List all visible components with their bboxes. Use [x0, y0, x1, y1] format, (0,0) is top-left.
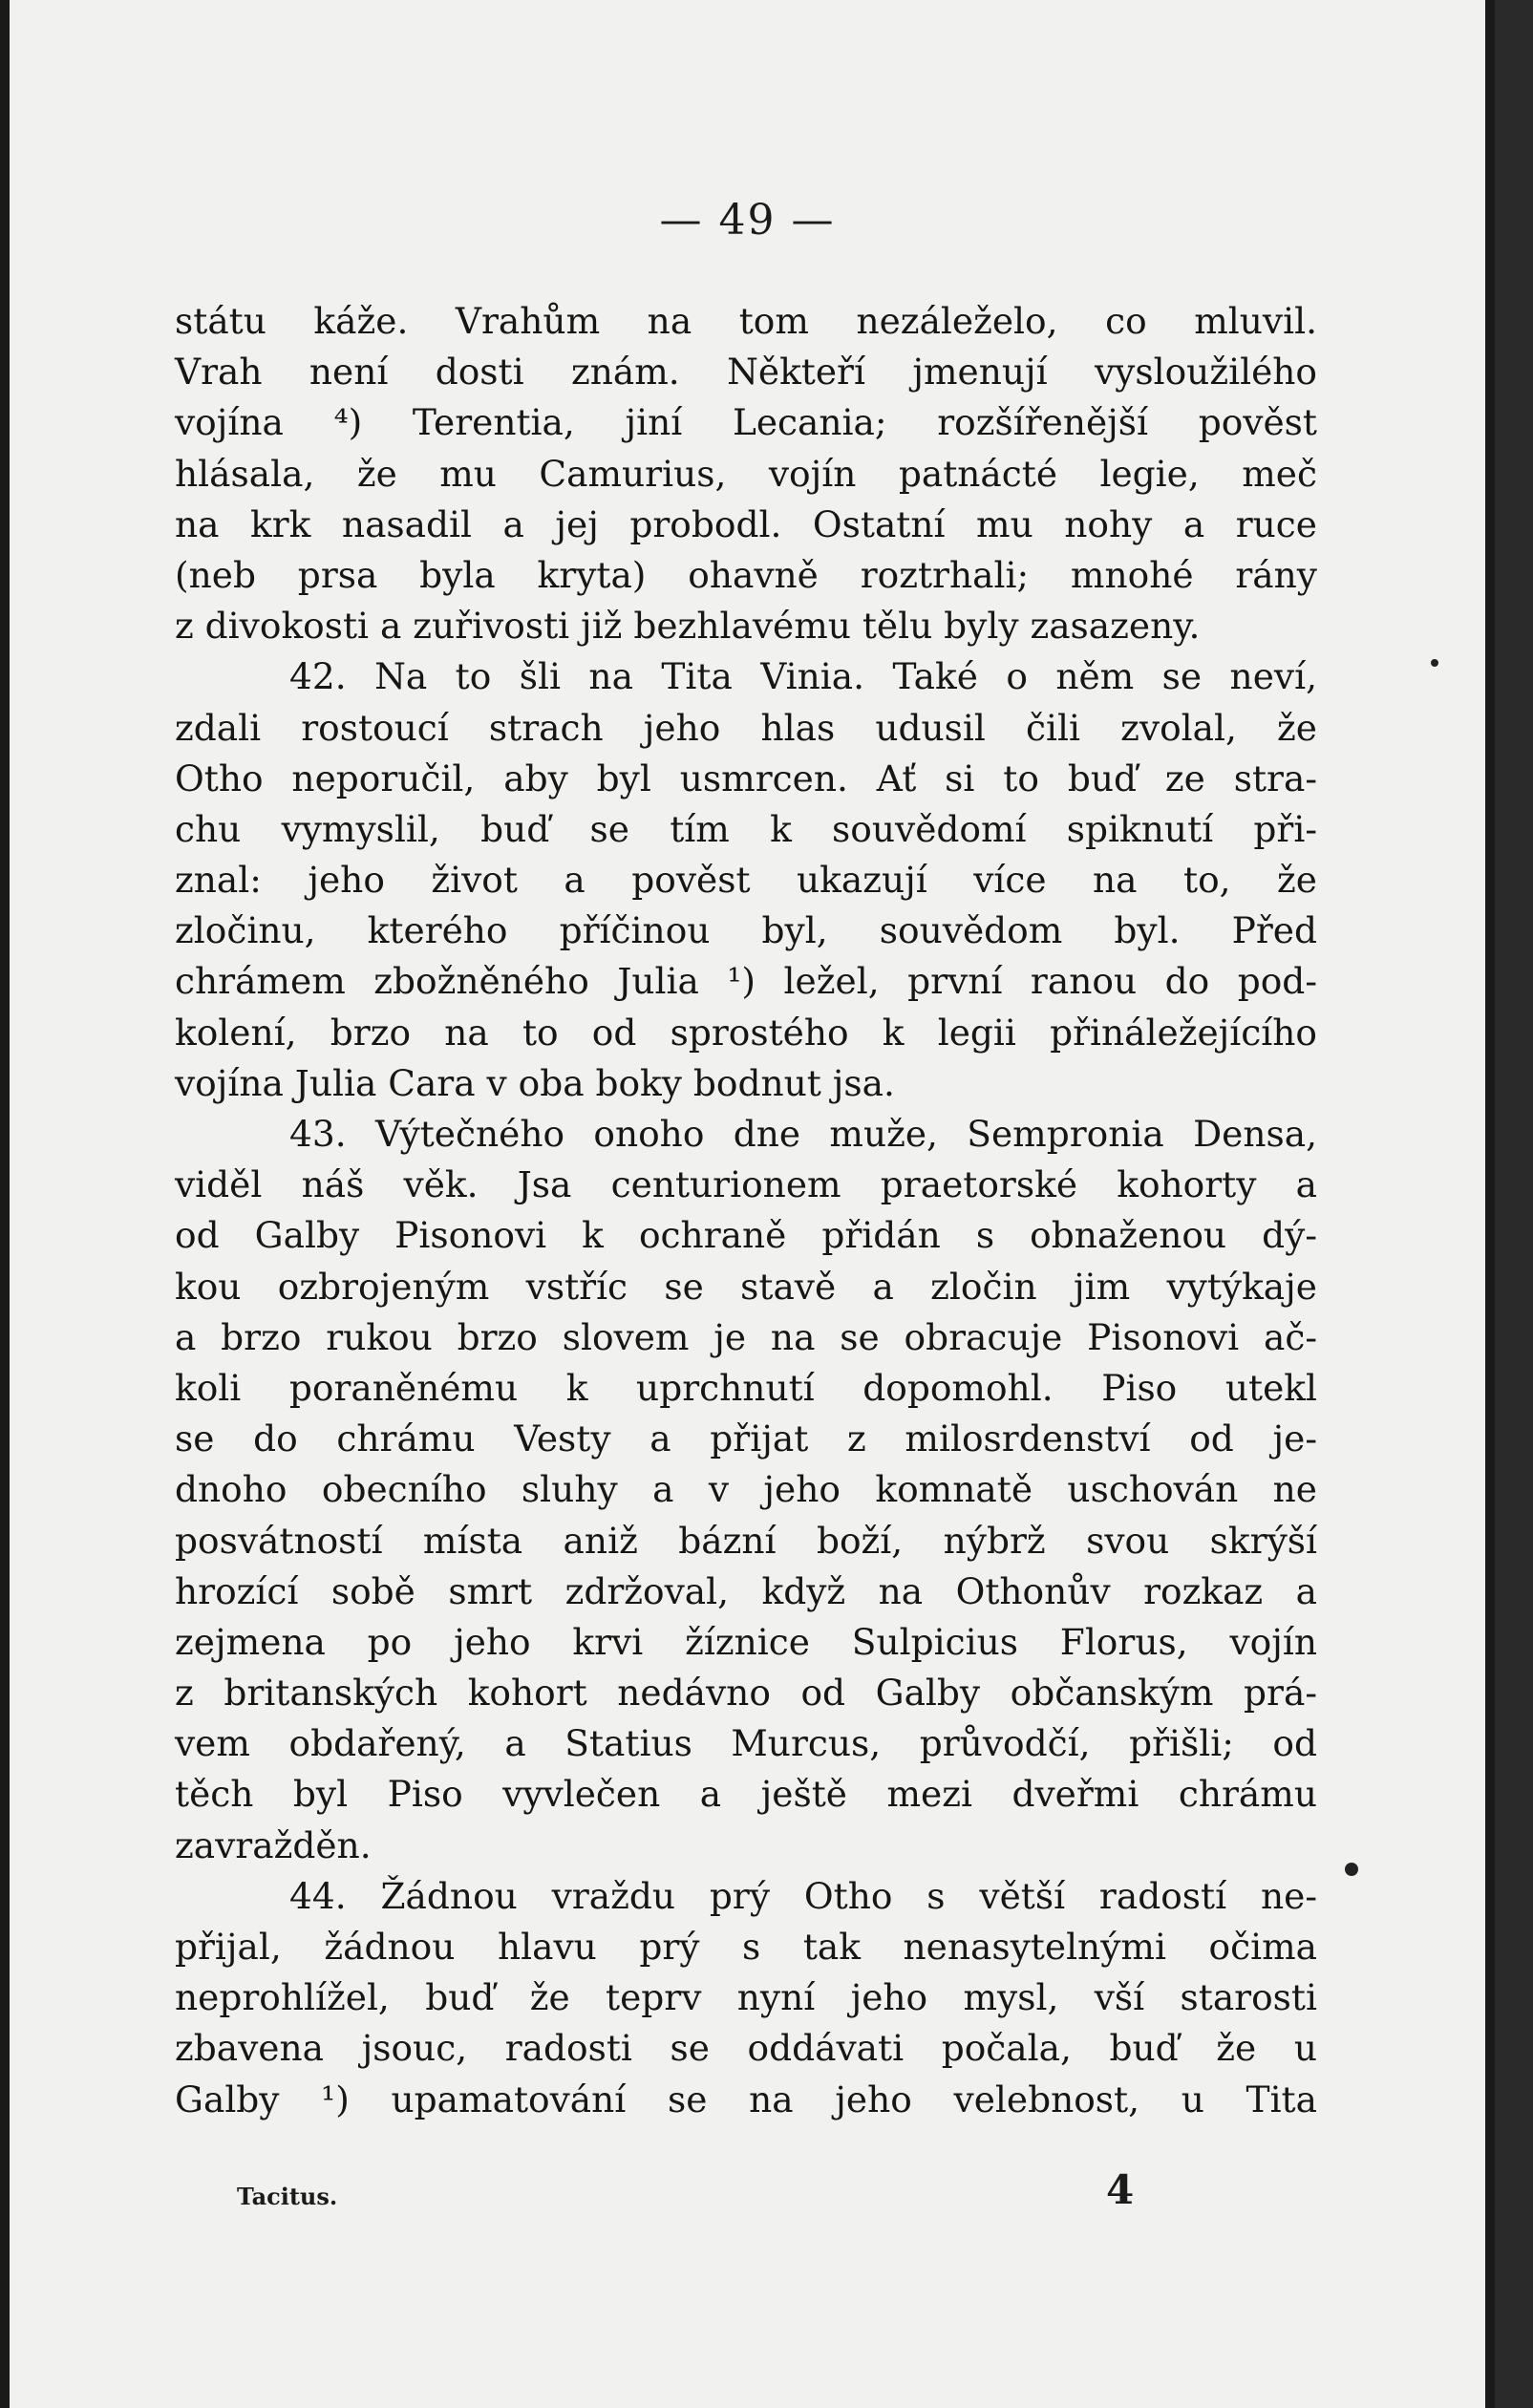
text-line: z britanských kohort nedávno od Galby občanským prá-: [175, 1672, 1317, 1715]
print-speck: [1345, 1863, 1358, 1876]
text-line: vojína ⁴) Terentia, jiní Lecania; rozšířenější pověst: [175, 401, 1317, 444]
text-line: od Galby Pisonovi k ochraně přidán s obnaženou dý-: [175, 1214, 1317, 1257]
text-line: přijal, žádnou hlavu prý s tak nenasytelnými očima: [175, 1926, 1317, 1968]
text-line: viděl náš věk. Jsa centurionem praetorské kohorty a: [175, 1163, 1317, 1206]
text-line: se do chrámu Vesty a přijat z milosrdenství od je-: [175, 1417, 1317, 1460]
text-line: státu káže. Vrahům na tom nezáleželo, co mluvil.: [175, 300, 1317, 342]
text-line: neprohlížel, buď že teprv nyní jeho mysl, vší starosti: [175, 1976, 1317, 2019]
text-line: a brzo rukou brzo slovem je na se obracuje Pisonovi ač-: [175, 1315, 1317, 1358]
text-line: zbavena jsouc, radosti se oddávati počala, buď že u: [175, 2027, 1317, 2070]
text-line: na krk nasadil a jej probodl. Ostatní mu nohy a ruce: [175, 502, 1317, 545]
page-number: — 49 —: [659, 196, 836, 245]
footer-sheet-number: 4: [1106, 2166, 1135, 2213]
text-line: těch byl Piso vyvlečen a ještě mezi dveřmi chrámu: [175, 1773, 1317, 1816]
text-line: zločinu, kterého příčinou byl, souvědom byl. Před: [175, 909, 1317, 952]
text-line: vojína Julia Cara v oba boky bodnut jsa.: [175, 1061, 895, 1104]
text-line: 43. Výtečného onoho dne muže, Sempronia Densa,: [289, 1113, 1317, 1155]
text-line: chrámem zbožněného Julia ¹) ležel, první ranou do pod-: [175, 960, 1317, 1003]
text-line: vem obdařený, a Statius Murcus, průvodčí, přišli; od: [175, 1722, 1317, 1765]
text-line: koli poraněnému k uprchnutí dopomohl. Piso utekl: [175, 1366, 1317, 1409]
footer-signature: Tacitus.: [237, 2183, 338, 2210]
text-line: Vrah není dosti znám. Někteří jmenují vysloužilého: [175, 351, 1317, 394]
text-line: hlásala, že mu Camurius, vojín patnácté legie, meč: [175, 452, 1317, 495]
text-line: zavražděn.: [175, 1823, 372, 1866]
text-line: 42. Na to šli na Tita Vinia. Také o něm se neví,: [289, 655, 1317, 698]
text-line: posvátností místa aniž bázní boží, nýbrž svou skrýší: [175, 1519, 1317, 1562]
text-line: zdali rostoucí strach jeho hlas udusil čili zvolal, že: [175, 706, 1317, 749]
text-line: (neb prsa byla kryta) ohavně roztrhali; mnohé rány: [175, 553, 1317, 596]
text-line: Galby ¹) upamatování se na jeho velebnost, u Tita: [175, 2078, 1317, 2120]
text-line: dnoho obecního sluhy a v jeho komnatě uschován ne: [175, 1468, 1317, 1511]
body-text: [175, 296, 1317, 2125]
text-line: zejmena po jeho krvi žíznice Sulpicius Florus, vojín: [175, 1620, 1317, 1663]
book-page: [10, 0, 1485, 2408]
text-line: chu vymyslil, buď se tím k souvědomí spiknutí při-: [175, 807, 1317, 850]
text-line: kou ozbrojeným vstříc se stavě a zločin jim vytýkaje: [175, 1265, 1317, 1308]
print-speck: [1431, 659, 1438, 667]
text-line: z divokosti a zuřivosti již bezhlavému tělu byly zasazeny.: [175, 605, 1201, 648]
text-line: kolení, brzo na to od sprostého k legii přináležejícího: [175, 1011, 1317, 1054]
text-line: hrozící sobě smrt zdržoval, když na Othonův rozkaz a: [175, 1569, 1317, 1612]
text-line: 44. Žádnou vraždu prý Otho s větší radostí ne-: [289, 1874, 1317, 1917]
text-line: Otho neporučil, aby byl usmrcen. Ať si to buď ze stra-: [175, 756, 1317, 799]
page-edge-shadow: [1495, 0, 1533, 2408]
text-line: znal: jeho život a pověst ukazují více na to, že: [175, 859, 1317, 902]
